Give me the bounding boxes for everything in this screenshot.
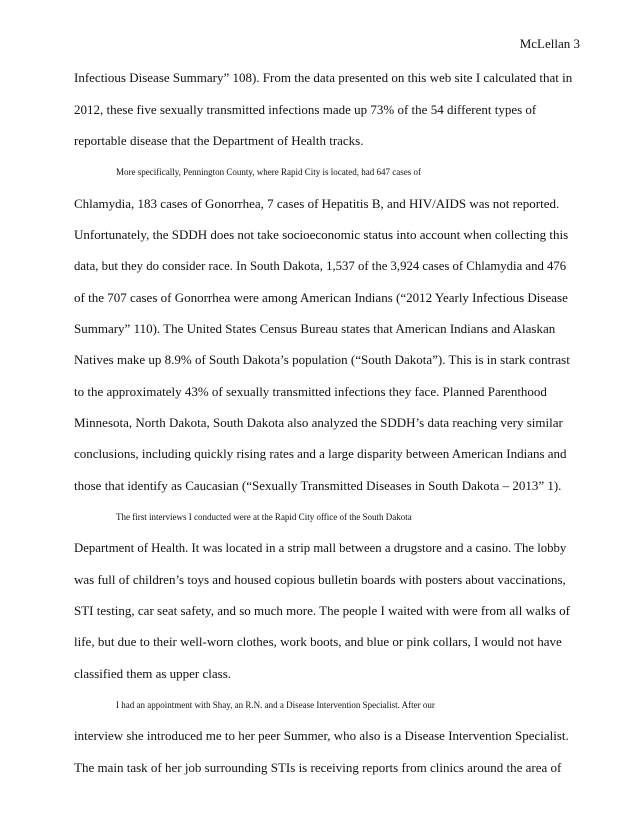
text-line: Unfortunately, the SDDH does not take socioeconomic status into account when collecting this [74, 227, 569, 242]
text-line: life, but due to their well-worn clothes, work boots, and blue or pink collars, I would not have [74, 634, 562, 649]
paragraph-first-line: More specifically, Pennington County, where Rapid City is located, had 647 cases of [116, 167, 422, 177]
text-line: Minnesota, North Dakota, South Dakota also analyzed the SDDH’s data reaching very similar [74, 415, 563, 430]
text-line: STI testing, car seat safety, and so much more. The people I waited with were from all walks of [74, 603, 571, 618]
text-line: was full of children’s toys and housed copious bulletin boards with posters about vaccinations, [74, 572, 566, 587]
text-line: Natives make up 8.9% of South Dakota’s population (“South Dakota”). This is in stark contrast [74, 352, 570, 367]
text-line: The main task of her job surrounding STIs is receiving reports from clinics around the area of [74, 760, 562, 775]
text-line: 2012, these five sexually transmitted infections made up 73% of the 54 different types of [74, 102, 537, 117]
text-line: data, but they do consider race. In South Dakota, 1,537 of the 3,924 cases of Chlamydia and 476 [74, 259, 567, 273]
text-line: interview she introduced me to her peer Summer, who also is a Disease Intervention Specialist. [74, 728, 569, 743]
text-line: Department of Health. It was located in a strip mall between a drugstore and a casino. The lobby [74, 541, 567, 555]
text-line: Infectious Disease Summary” 108). From the data presented on this web site I calculated that in [74, 70, 573, 85]
text-line: Chlamydia, 183 cases of Gonorrhea, 7 cases of Hepatitis B, and HIV/AIDS was not reported. [74, 196, 560, 211]
text-line: those that identify as Caucasian (“Sexually Transmitted Diseases in South Dakota – 2013” 1). [74, 478, 562, 493]
text-line: reportable disease that the Department of Health tracks. [74, 133, 364, 148]
running-head: McLellan 3 [519, 36, 580, 51]
text-line: of the 707 cases of Gonorrhea were among American Indians (“2012 Yearly Infectious Disease [74, 290, 568, 305]
paragraph-first-line: I had an appointment with Shay, an R.N. and a Disease Intervention Specialist. After our [116, 700, 435, 710]
text-line: classified them as upper class. [74, 666, 232, 681]
text-line: Summary” 110). The United States Census Bureau states that American Indians and Alaskan [74, 321, 556, 336]
text-line: conclusions, including quickly rising rates and a large disparity between American Indians and [74, 446, 567, 461]
text-line: to the approximately 43% of sexually transmitted infections they face. Planned Parenthood [74, 384, 547, 399]
paragraph-first-line: The first interviews I conducted were at the Rapid City office of the South Dakota [116, 512, 412, 522]
